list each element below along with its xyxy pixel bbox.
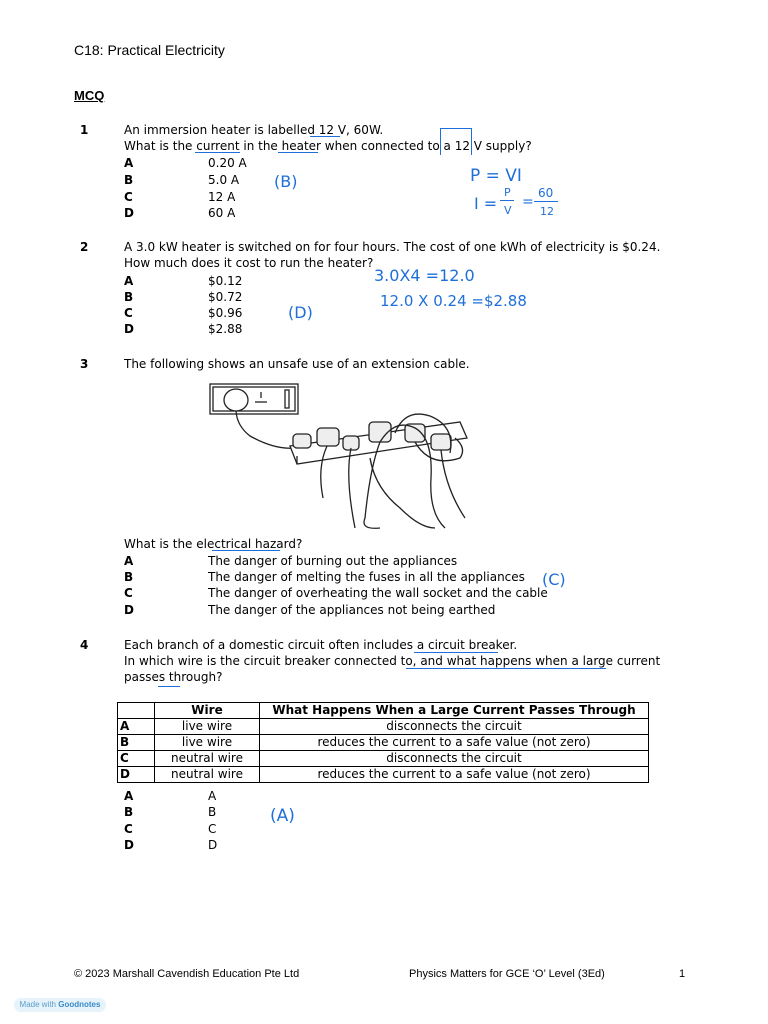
table-cell: neutral wire bbox=[155, 767, 260, 783]
option-letter: D bbox=[124, 206, 134, 220]
section-heading: MCQ bbox=[74, 88, 105, 103]
question-text-line: A 3.0 kW heater is switched on for four hours. The cost of one kWh of electricity is $0.24. bbox=[124, 240, 661, 254]
table-cell: reduces the current to a safe value (not zero) bbox=[260, 735, 649, 751]
handwritten-answer: (B) bbox=[274, 172, 298, 191]
handwritten-working: V bbox=[504, 204, 512, 217]
question-number: 2 bbox=[80, 240, 89, 254]
option-letter: A bbox=[124, 789, 134, 803]
handwritten-underline bbox=[406, 668, 606, 669]
question-prompt: What is the electrical hazard? bbox=[124, 537, 303, 551]
badge-prefix: Made with bbox=[19, 1000, 56, 1009]
table-cell: D bbox=[118, 767, 155, 783]
footer-book-title: Physics Matters for GCE ‘O’ Level (3Ed) bbox=[409, 968, 605, 980]
option-text: D bbox=[208, 838, 218, 852]
footer-copyright: © 2023 Marshall Cavendish Education Pte Ltd bbox=[74, 968, 300, 980]
table-cell: live wire bbox=[155, 735, 260, 751]
fraction-bar bbox=[500, 200, 514, 201]
option-text: The danger of the appliances not being earthed bbox=[208, 603, 496, 617]
handwritten-box bbox=[440, 128, 472, 155]
option-text: The danger of overheating the wall socket and the cable bbox=[208, 586, 548, 600]
option-text: $0.72 bbox=[208, 290, 243, 304]
handwritten-answer: (D) bbox=[288, 303, 313, 322]
extension-cable-illustration bbox=[205, 378, 475, 533]
table-cell: A bbox=[118, 719, 155, 735]
handwritten-working: 12 bbox=[540, 205, 554, 218]
option-text: 12 A bbox=[208, 190, 236, 204]
handwritten-working: 3.0X4 =12.0 bbox=[374, 266, 475, 285]
handwritten-answer: (A) bbox=[270, 806, 295, 826]
table-cell: reduces the current to a safe value (not zero) bbox=[260, 767, 649, 783]
option-text: 5.0 A bbox=[208, 173, 240, 187]
table-row bbox=[118, 735, 649, 751]
option-letter: A bbox=[124, 554, 134, 568]
table-header-row bbox=[118, 703, 649, 719]
question-text-line: The following shows an unsafe use of an extension cable. bbox=[124, 357, 470, 371]
option-text: C bbox=[208, 822, 217, 836]
table-cell: B bbox=[118, 735, 155, 751]
question-number: 4 bbox=[80, 638, 89, 652]
option-letter: A bbox=[124, 156, 134, 170]
table-cell: live wire bbox=[155, 719, 260, 735]
question-number: 1 bbox=[80, 123, 89, 137]
option-text: $2.88 bbox=[208, 322, 243, 336]
page-number: 1 bbox=[679, 968, 686, 980]
question-text-line: Each branch of a domestic circuit often includes a circuit breaker. bbox=[124, 638, 518, 652]
handwritten-underline bbox=[278, 152, 318, 153]
option-letter: C bbox=[124, 822, 133, 836]
table-row bbox=[118, 767, 649, 783]
table-cell: disconnects the circuit bbox=[260, 719, 649, 735]
handwritten-working: = bbox=[522, 194, 534, 210]
question-text-line: What is the current in the heater when connected to a 12 V supply? bbox=[124, 139, 532, 153]
option-letter: A bbox=[124, 274, 134, 288]
table-header: What Happens When a Large Current Passes Through bbox=[260, 703, 649, 719]
handwritten-working: 60 bbox=[538, 186, 554, 200]
handwritten-underline bbox=[414, 652, 498, 653]
handwritten-underline bbox=[310, 136, 340, 137]
question-number: 3 bbox=[80, 357, 89, 371]
table-row bbox=[118, 719, 649, 735]
option-letter: D bbox=[124, 603, 134, 617]
question-text-line: An immersion heater is labelled 12 V, 60W. bbox=[124, 123, 384, 137]
option-letter: B bbox=[124, 290, 134, 304]
option-text: The danger of burning out the appliances bbox=[208, 554, 458, 568]
table-cell: neutral wire bbox=[155, 751, 260, 767]
option-letter: B bbox=[124, 173, 134, 187]
option-text: B bbox=[208, 805, 217, 819]
question-text-line: In which wire is the circuit breaker connected to, and what happens when a large current bbox=[124, 654, 661, 668]
question-text-line: How much does it cost to run the heater? bbox=[124, 256, 374, 270]
badge-brand: Goodnotes bbox=[58, 1000, 101, 1009]
option-letter: B bbox=[124, 570, 134, 584]
option-text: The danger of melting the fuses in all the appliances bbox=[208, 570, 525, 584]
fraction-bar bbox=[534, 201, 558, 202]
table-cell: C bbox=[118, 751, 155, 767]
handwritten-underline bbox=[158, 686, 180, 687]
table-cell: disconnects the circuit bbox=[260, 751, 649, 767]
table-row bbox=[118, 751, 649, 767]
option-letter: C bbox=[124, 306, 133, 320]
handwritten-underline bbox=[212, 550, 280, 551]
option-letter: C bbox=[124, 190, 133, 204]
option-letter: B bbox=[124, 805, 134, 819]
option-letter: D bbox=[124, 322, 134, 336]
table-header: Wire bbox=[155, 703, 260, 719]
option-letter: D bbox=[124, 838, 134, 852]
option-text: $0.96 bbox=[208, 306, 243, 320]
handwritten-working: P = VI bbox=[470, 166, 522, 186]
option-text: 0.20 A bbox=[208, 156, 247, 170]
handwritten-working: I = bbox=[474, 194, 498, 213]
table-header bbox=[118, 703, 155, 719]
page-title: C18: Practical Electricity bbox=[74, 42, 225, 58]
answer-table bbox=[117, 702, 649, 783]
handwritten-working: P bbox=[504, 186, 511, 199]
option-letter: C bbox=[124, 586, 133, 600]
handwritten-answer: (C) bbox=[542, 570, 566, 589]
option-text: 60 A bbox=[208, 206, 236, 220]
option-text: $0.12 bbox=[208, 274, 243, 288]
handwritten-working: 12.0 X 0.24 =$2.88 bbox=[380, 292, 527, 310]
option-text: A bbox=[208, 789, 217, 803]
goodnotes-badge[interactable] bbox=[14, 998, 106, 1012]
question-text-line: passes through? bbox=[124, 670, 223, 684]
handwritten-underline bbox=[195, 152, 240, 153]
